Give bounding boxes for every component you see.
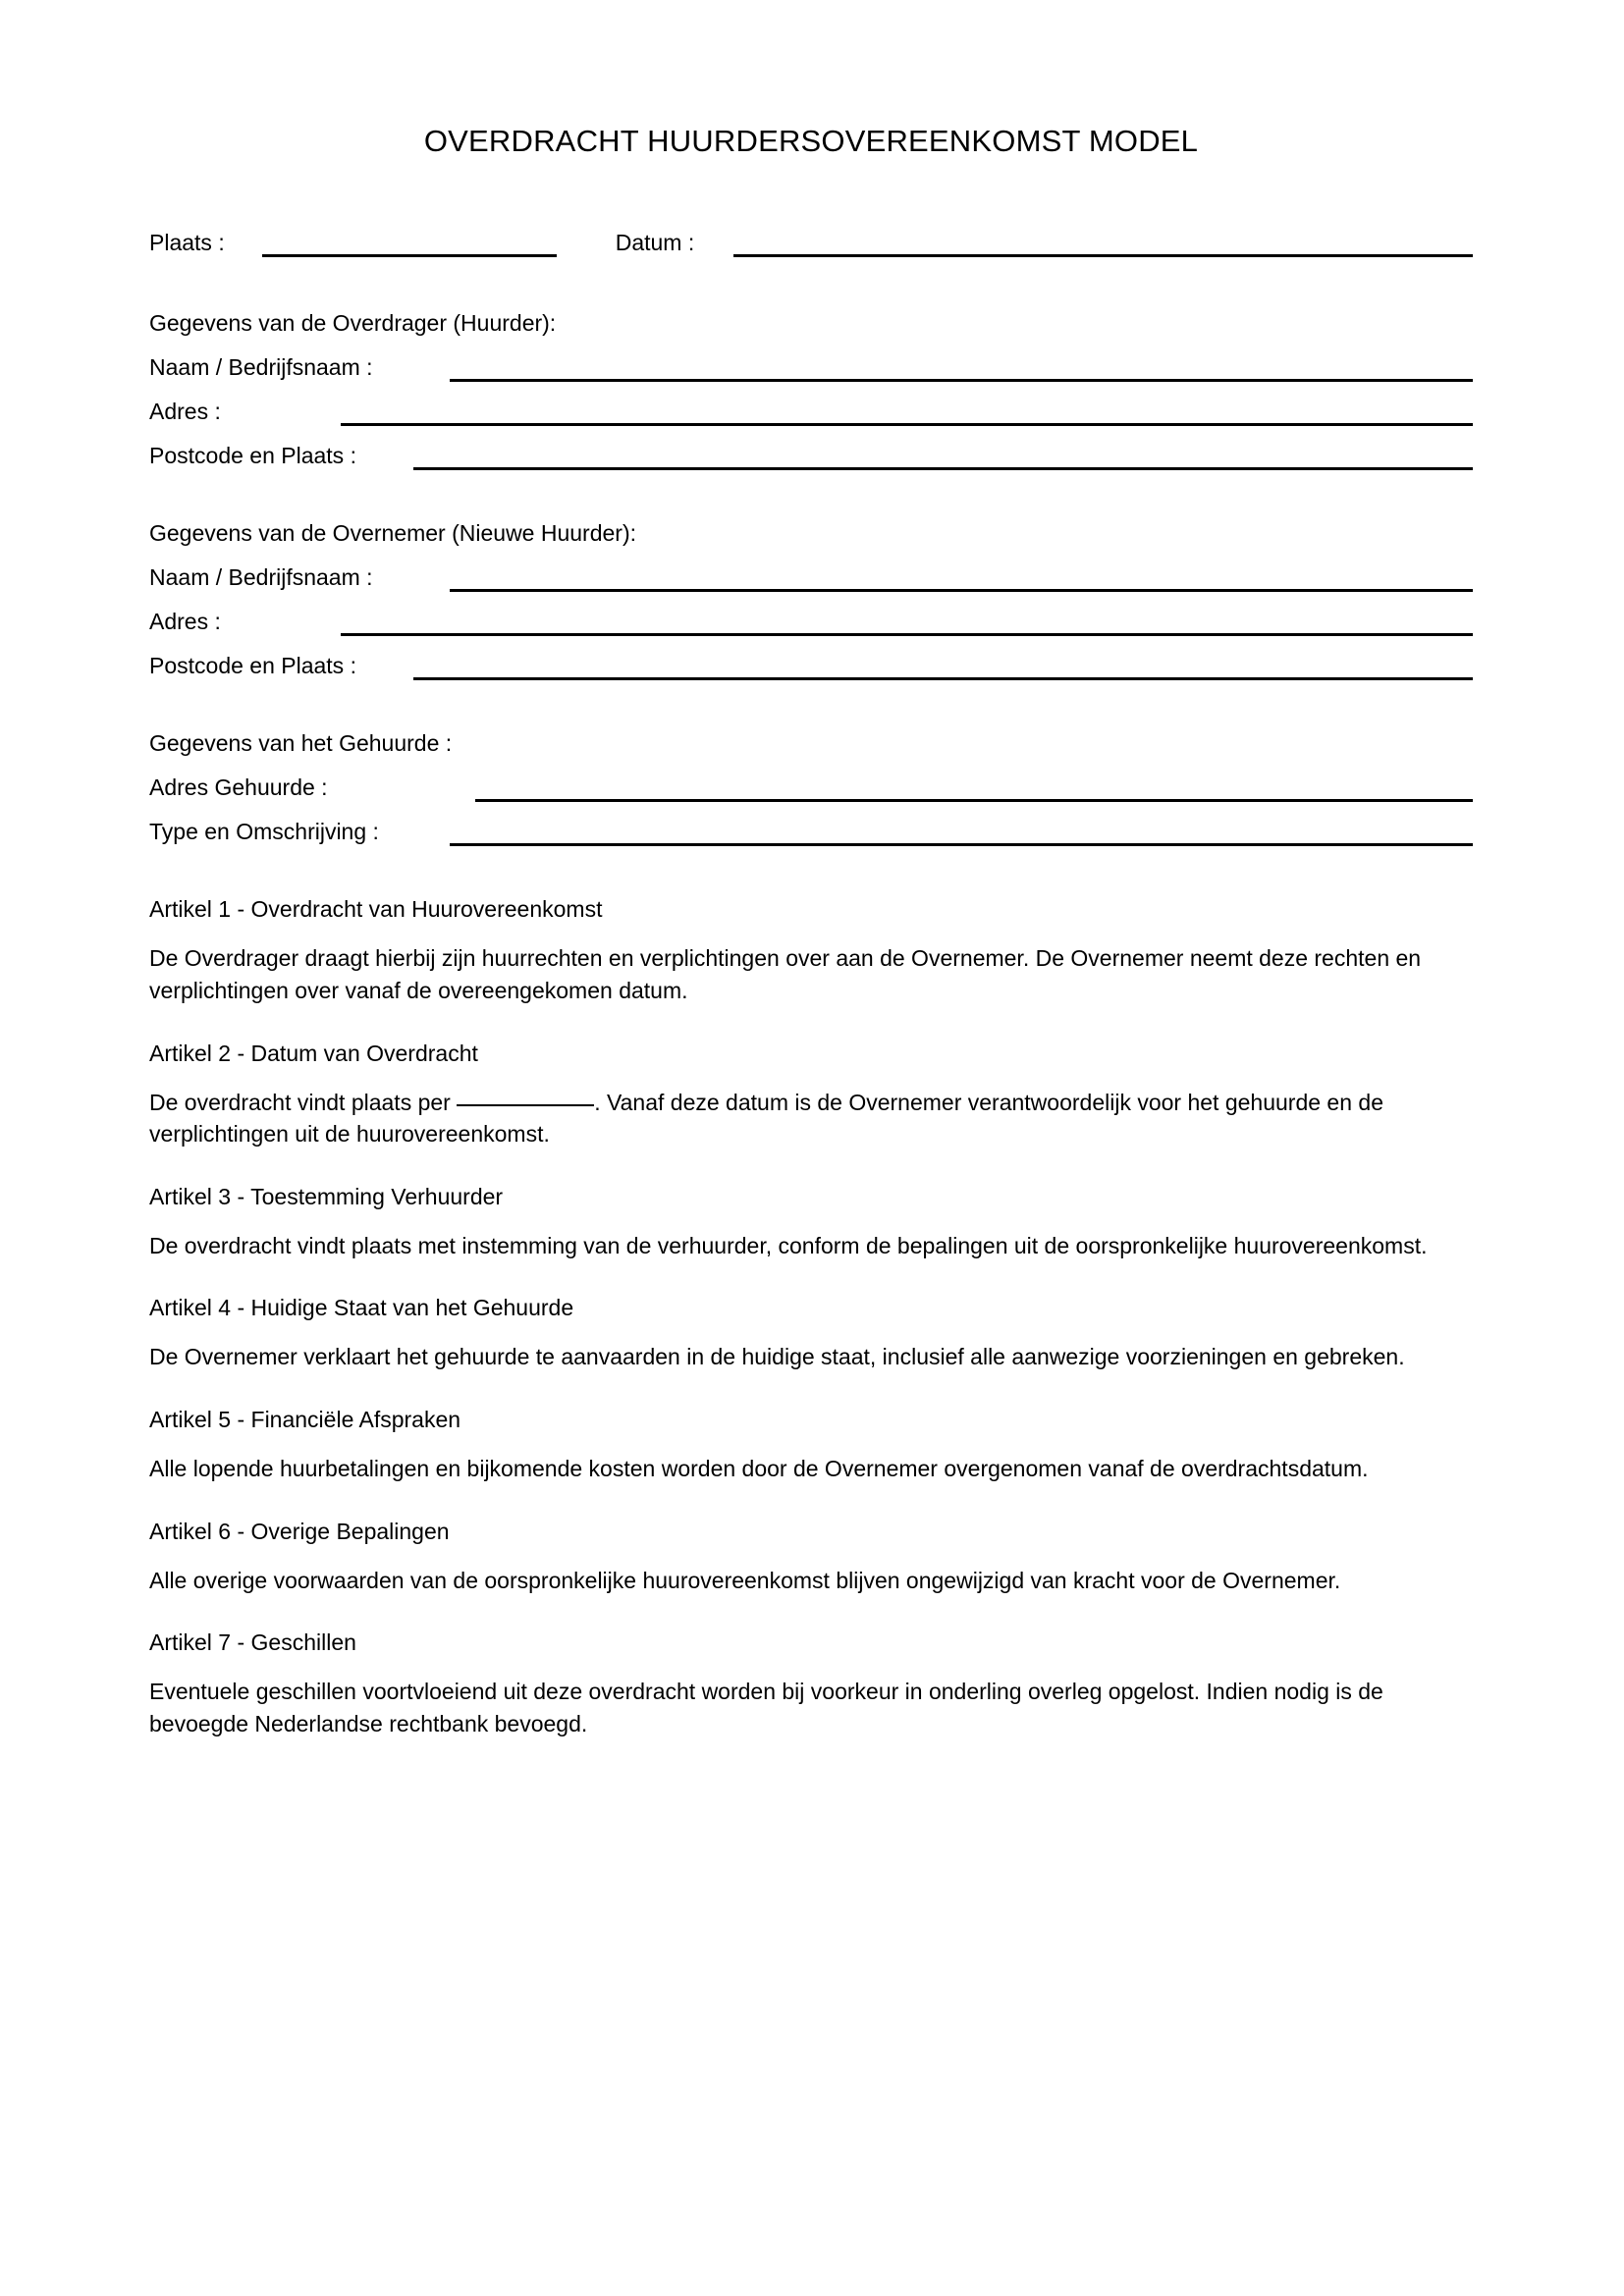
field-row-naam-overdrager	[149, 356, 1473, 400]
field-row-adres-gehuurde	[149, 776, 1473, 821]
field-row-postcode-overdrager	[149, 445, 1473, 489]
field-label: Adres :	[149, 609, 221, 635]
postcode-overnemer-input-rule[interactable]	[413, 677, 1473, 680]
article-body: De overdracht vindt plaats met instemming van de verhuurder, conform de bepalingen uit de oorspronkelijke huurovereenkomst.	[149, 1232, 1428, 1258]
article-body-before-blank: De overdracht vindt plaats per	[149, 1089, 451, 1115]
field-label: Naam / Bedrijfsnaam :	[149, 564, 373, 591]
article-2	[149, 1042, 1473, 1150]
field-label: Type en Omschrijving :	[149, 819, 379, 845]
type-omschrijving-input-rule[interactable]	[450, 843, 1473, 846]
adres-overnemer-input-rule[interactable]	[341, 633, 1473, 636]
field-label: Naam / Bedrijfsnaam :	[149, 354, 373, 381]
section-heading	[149, 732, 1473, 776]
spacer	[149, 1007, 1473, 1042]
article-body: De Overdrager draagt hierbij zijn huurrechten en verplichtingen over aan de Overnemer. De Overnemer neemt deze rechten en verplichtingen over vanaf de overeengekomen datum.	[149, 945, 1422, 1003]
section-overdrager	[149, 312, 1473, 489]
field-row-adres-overdrager	[149, 400, 1473, 445]
field-label: Postcode en Plaats :	[149, 653, 356, 679]
spacer	[149, 1261, 1473, 1297]
document-content	[149, 0, 1473, 1740]
adres-overdrager-input-rule[interactable]	[341, 423, 1473, 426]
postcode-overdrager-input-rule[interactable]	[413, 467, 1473, 470]
article-1	[149, 898, 1473, 1006]
plaats-label: Plaats :	[149, 230, 225, 256]
naam-overnemer-input-rule[interactable]	[450, 589, 1473, 592]
spacer	[149, 699, 1473, 732]
section-heading-label: Gegevens van de Overdrager (Huurder):	[149, 310, 557, 337]
field-row-adres-overnemer	[149, 611, 1473, 655]
article-7	[149, 1631, 1473, 1739]
article-title: Artikel 7 - Geschillen	[149, 1629, 356, 1656]
article-title: Artikel 5 - Financiële Afspraken	[149, 1407, 461, 1433]
article-3	[149, 1183, 1473, 1262]
article-title: Artikel 1 - Overdracht van Huurovereenkomst	[149, 896, 603, 923]
article-title: Artikel 4 - Huidige Staat van het Gehuurde	[149, 1295, 574, 1321]
overdracht-datum-blank[interactable]	[457, 1104, 594, 1106]
section-heading	[149, 522, 1473, 566]
section-heading-label: Gegevens van de Overnemer (Nieuwe Huurder):	[149, 520, 637, 547]
article-title: Artikel 2 - Datum van Overdracht	[149, 1040, 478, 1066]
article-6	[149, 1518, 1473, 1597]
datum-label: Datum :	[615, 230, 695, 256]
datum-input-rule[interactable]	[733, 254, 1473, 257]
spacer	[149, 865, 1473, 898]
article-body	[149, 1087, 1473, 1150]
section-heading	[149, 312, 1473, 356]
page-title: OVERDRACHT HUURDERSOVEREENKOMST MODEL	[423, 124, 1199, 158]
plaats-input-rule[interactable]	[262, 254, 557, 257]
field-row-postcode-overnemer	[149, 655, 1473, 699]
spacer	[149, 1485, 1473, 1521]
field-label: Adres Gehuurde :	[149, 774, 328, 801]
article-body: De Overnemer verklaart het gehuurde te aanvaarden in de huidige staat, inclusief alle aanwezige voorzieningen en gebreken.	[149, 1344, 1405, 1370]
article-5	[149, 1409, 1473, 1485]
spacer	[149, 1373, 1473, 1409]
article-body: Eventuele geschillen voortvloeiend uit deze overdracht worden bij voorkeur in onderling overleg opgelost. Indien nodig is de bevoegde Nederlandse rechtbank bevoegd.	[149, 1679, 1383, 1737]
spacer	[149, 1596, 1473, 1631]
header-fields-row	[149, 159, 1473, 279]
section-overnemer	[149, 522, 1473, 699]
article-title: Artikel 6 - Overige Bepalingen	[149, 1518, 450, 1544]
spacer	[149, 1150, 1473, 1186]
article-body: Alle overige voorwaarden van de oorspronkelijke huurovereenkomst blijven ongewijzigd van kracht voor de Overnemer.	[149, 1567, 1341, 1593]
field-row-type-omschrijving	[149, 821, 1473, 865]
field-label: Adres :	[149, 399, 221, 425]
section-heading-label: Gegevens van het Gehuurde :	[149, 730, 453, 757]
adres-gehuurde-input-rule[interactable]	[475, 799, 1473, 802]
field-label: Postcode en Plaats :	[149, 443, 356, 469]
naam-overdrager-input-rule[interactable]	[450, 379, 1473, 382]
field-row-naam-overnemer	[149, 566, 1473, 611]
spacer	[149, 489, 1473, 522]
article-body-after-blank: . Vanaf deze datum is de Overnemer verantwoordelijk voor het gehuurde en de verplichtingen uit de huurovereenkomst.	[149, 1089, 1383, 1148]
article-title: Artikel 3 - Toestemming Verhuurder	[149, 1183, 504, 1209]
section-gehuurde	[149, 732, 1473, 865]
spacer	[149, 279, 1473, 312]
article-4	[149, 1297, 1473, 1373]
article-body: Alle lopende huurbetalingen en bijkomende kosten worden door de Overnemer overgenomen vanaf de overdrachtsdatum.	[149, 1456, 1369, 1482]
